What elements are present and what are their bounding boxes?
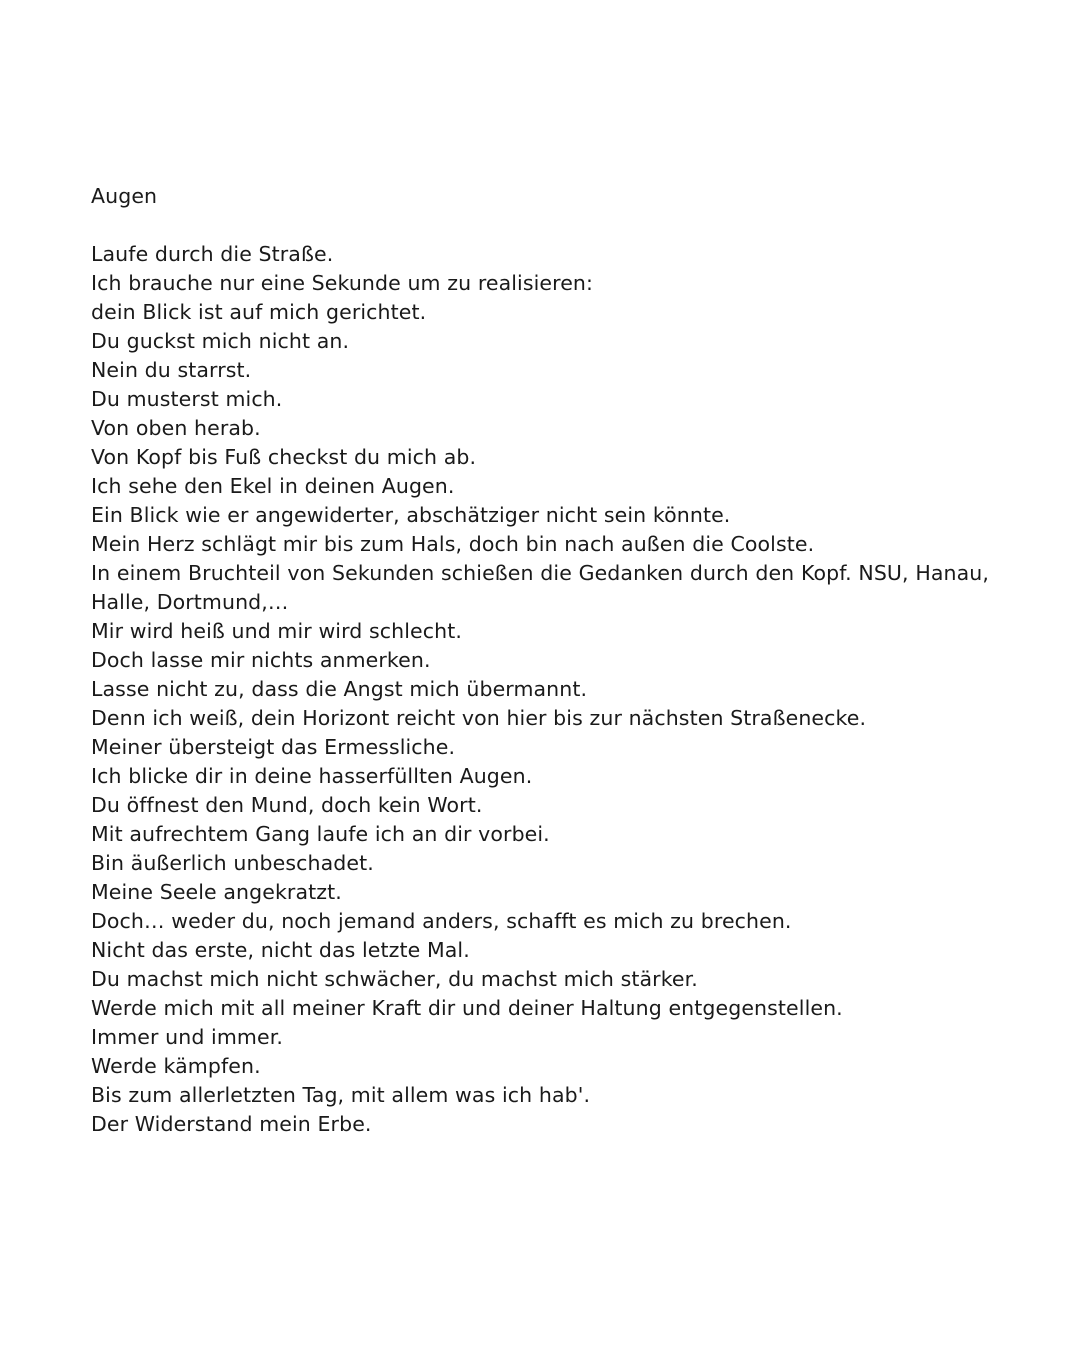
poem-line: Laufe durch die Straße. (91, 242, 334, 266)
poem-line: Meine Seele angekratzt. (91, 880, 342, 904)
poem-line: Doch lasse mir nichts anmerken. (91, 648, 431, 672)
poem-line: Nein du starrst. (91, 358, 252, 382)
poem-line: Nicht das erste, nicht das letzte Mal. (91, 938, 470, 962)
poem-line: Du öffnest den Mund, doch kein Wort. (91, 793, 483, 817)
poem-line: dein Blick ist auf mich gerichtet. (91, 300, 427, 324)
poem-page (91, 182, 989, 1139)
poem-line: Mir wird heiß und mir wird schlecht. (91, 619, 462, 643)
poem-line: Doch… weder du, noch jemand anders, schafft es mich zu brechen. (91, 909, 792, 933)
poem-line: Bin äußerlich unbeschadet. (91, 851, 374, 875)
poem-line: Denn ich weiß, dein Horizont reicht von hier bis zur nächsten Straßenecke. (91, 706, 867, 730)
poem-line: Du musterst mich. (91, 387, 283, 411)
poem-line: Ich blicke dir in deine hasserfüllten Augen. (91, 764, 533, 788)
poem-line: Lasse nicht zu, dass die Angst mich übermannt. (91, 677, 588, 701)
poem-title: Augen (91, 184, 158, 208)
poem-line: Du guckst mich nicht an. (91, 329, 350, 353)
poem-line: Bis zum allerletzten Tag, mit allem was ich hab'. (91, 1083, 591, 1107)
poem-line: Werde mich mit all meiner Kraft dir und deiner Haltung entgegenstellen. (91, 996, 843, 1020)
poem-line: Ich sehe den Ekel in deinen Augen. (91, 474, 455, 498)
poem-line: Mit aufrechtem Gang laufe ich an dir vorbei. (91, 822, 550, 846)
poem-line: Der Widerstand mein Erbe. (91, 1112, 372, 1136)
poem-line: Von Kopf bis Fuß checkst du mich ab. (91, 445, 477, 469)
poem-line: Meiner übersteigt das Ermessliche. (91, 735, 456, 759)
poem-line: Du machst mich nicht schwächer, du machst mich stärker. (91, 967, 698, 991)
poem-line: Mein Herz schlägt mir bis zum Hals, doch bin nach außen die Coolste. (91, 532, 815, 556)
poem-line: Werde kämpfen. (91, 1054, 261, 1078)
title-spacer (91, 211, 989, 240)
poem-line: Ein Blick wie er angewiderter, abschätziger nicht sein könnte. (91, 503, 731, 527)
poem-line: In einem Bruchteil von Sekunden schießen die Gedanken durch den Kopf. NSU, Hanau, Halle, Dortmund,… (91, 561, 989, 614)
poem-line: Ich brauche nur eine Sekunde um zu realisieren: (91, 271, 594, 295)
poem-line: Von oben herab. (91, 416, 261, 440)
poem-body (91, 240, 989, 1139)
poem-line: Immer und immer. (91, 1025, 283, 1049)
